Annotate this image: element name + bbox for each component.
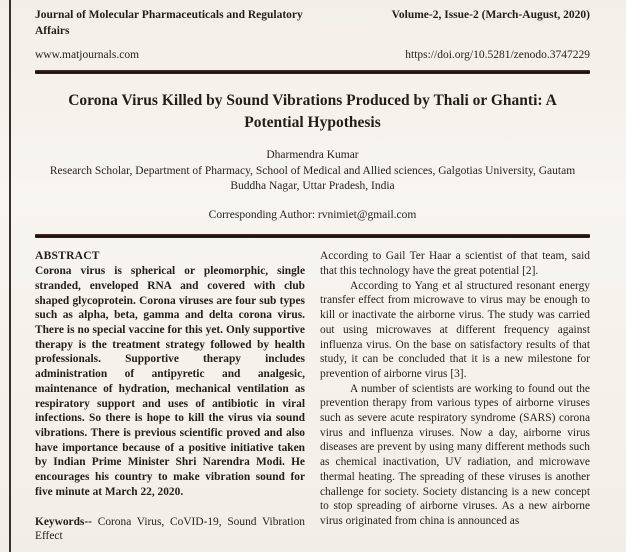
volume-issue: Volume-2, Issue-2 (March-August, 2020): [391, 9, 590, 21]
journal-header: [35, 8, 590, 39]
keywords-label: Keywords--: [35, 515, 92, 528]
header-divider: [35, 70, 590, 74]
keywords-line: [35, 515, 305, 544]
corresponding-author: Corresponding Author: rvnimiet@gmail.com: [208, 209, 417, 222]
abstract-column: [35, 249, 305, 552]
doi-link: https://doi.org/10.5281/zenodo.3747229: [405, 49, 590, 62]
title-divider: [35, 234, 590, 238]
keywords-text: Corona Virus, CoVID-19, Sound Vibration Effect: [35, 515, 305, 543]
body-paragraph: According to Yang et al structured resonant energy transfer effect from microwave to virus may be enough to kill or inactivate the airborne virus. The study was carried out using microwaves at different frequency against influenza virus. On the base on satisfactory results of that study, it can be concluded that it is a new milestone for prevention of airborne virus [3].: [320, 279, 590, 380]
journal-subheader: [35, 49, 590, 61]
page-scan-edge: [9, 0, 11, 552]
paper-title: Corona Virus Killed by Sound Vibrations Produced by Thali or Ghanti: A Potential Hypothesis: [68, 92, 557, 132]
body-paragraph: A number of scientists are working to found out the prevention therapy from various types of airborne viruses such as severe acute respiratory syndrome (SARS) corona virus and influenza viruses. Now a day, airborne virus diseases are prevent by using many different methods such as chemical inactivation, UV radiation, and microwave thermal heating. The spreading of these viruses is another challenge for society. Society distancing is a new concept to stop spreading of airborne viruses. As a new airborne virus originated from china is announced as: [320, 382, 590, 527]
journal-name: Journal of Molecular Pharmaceuticals and Regulatory Affairs: [35, 9, 303, 37]
two-column-body: [35, 249, 590, 552]
abstract-heading: ABSTRACT: [35, 249, 100, 263]
author-name: Dharmendra Kumar: [266, 149, 359, 162]
body-paragraph: According to Gail Ter Haar a scientist of that team, said that this technology have the great potential [2].: [320, 250, 590, 278]
author-affiliation: Research Scholar, Department of Pharmacy, School of Medical and Allied sciences, Galgotias University, Gautam Buddha Nagar, Uttar Pradesh, India: [49, 164, 576, 193]
journal-website: www.matjournals.com: [35, 49, 140, 62]
abstract-text: Corona virus is spherical or pleomorphic, single stranded, enveloped RNA and covered with club shaped glycoprotein. Corona viruses are four sub types such as alpha, beta, gamma and delta corona virus. There is no special vaccine for this yet. Only supportive therapy is the treatment strategy followed by health professionals. Supportive therapy includes administration of antipyretic and analgesic, maintenance of hydration, mechanical ventilation as respiratory support and uses of antibiotic in viral infections. So there is hope to kill the virus via sound vibrations. There is previous scientific proved and also have importance because of a positive initiative taken by Indian Prime Minister Shri Narendra Modi. He encourages his country to make vibration sound for five minute at March 22, 2020.: [35, 265, 305, 498]
body-column: [320, 249, 590, 552]
